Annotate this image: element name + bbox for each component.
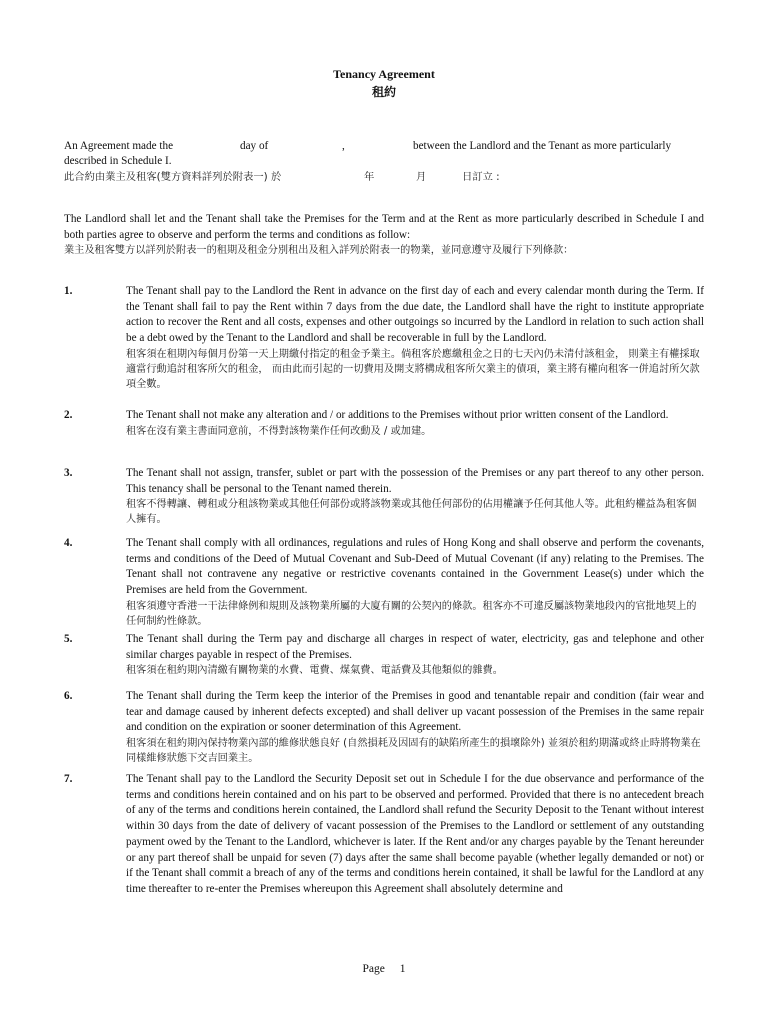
page-number: 1 [399,963,406,975]
intro-paragraph [64,212,704,258]
document-title-english: Tenancy Agreement [333,67,435,81]
clause-number: 3. [64,467,73,479]
clause-number: 6. [64,690,73,702]
agreement-day-of: day of [240,140,269,152]
clause-english: The Tenant shall pay to the Landlord the Rent in advance on the first day of each and every calendar month during the Term. If the Tenant shall fail to pay the Rent within 7 days from the due date, the Landlord shall have the right to institute appropriate action to recover the Rent and all costs, expenses and other outgoings so incurred by the Landlord in relation to such action shall be a debt owed by the Tenant to the Landlord and shall be recoverable in full by the Landlord. [126,285,704,345]
clause-english: The Tenant shall during the Term keep the interior of the Premises in good and tenantable repair and condition (fair wear and tear and damage caused by inherent defects excepted) and shall deliver up vacant possession of the Premises in the same repair and condition on the expiration or sooner determination of this Agreement. [126,690,704,734]
clause-chinese: 租客不得轉讓、轉租或分租該物業或其他任何部份或將該物業或其他任何部份的佔用權讓予任何其他人等。此租約權益為租客個人擁有。 [126,499,697,526]
clause-number: 5. [64,633,73,645]
agreement-chinese-day: 日訂立 : [462,171,500,183]
clause-number: 4. [64,537,73,549]
agreement-between-text: between the Landlord and the Tenant as more particularly [413,140,672,152]
clause-chinese: 租客須在租約期內保持物業內部的維修狀態良好 (自然損耗及因固有的缺陷所產生的損壞除外) 並須於租約期滿或終止時將物業在同樣維修狀態下交吉回業主。 [126,738,701,765]
clause-english: The Tenant shall comply with all ordinances, regulations and rules of Hong Kong and shall observe and perform the covenants, terms and conditions of the Deed of Mutual Covenant and Sub-Deed of Mutual Covenant (if any) relating to the Premises. The Tenant shall not contravene any negative or restrictive covenants contained in the Government Lease(s) under which the Premises are held from the Government. [126,537,704,597]
clause-number: 7. [64,773,73,785]
clause-english: The Tenant shall pay to the Landlord the Security Deposit set out in Schedule I for the due observance and performance of the terms and conditions herein contained and on his part to be observed and performed. Provided that there is no antecedent breach of any of the terms and conditions herein contained, the Landlord shall refund the Security Deposit to the Tenant without interest within 30 days from the date of delivery of vacant possession of the Premises to the Landlord or settlement of any outstanding payment owed by the Tenant to the Landlord, whichever is later. If the Rent and/or any charges payable by the Tenant hereunder or any part thereof shall be unpaid for seven (7) days after the same shall become payable (whether legally demanded or not) or if the Tenant shall commit a breach of any of the terms and conditions herein contained, it shall be lawful for the Landlord at any time thereafter to re-enter the Premises whereupon this Agreement shall absolutely determine and [126,773,704,895]
clause-english: The Tenant shall not assign, transfer, sublet or part with the possession of the Premises or any part thereof to any other person. This tenancy shall be personal to the Tenant named therein. [126,467,704,495]
clause-english: The Tenant shall not make any alteration and / or additions to the Premises without prior written consent of the Landlord. [126,409,669,421]
page-footer [0,963,768,975]
clause-number: 1. [64,285,73,297]
clause-number: 2. [64,409,73,421]
clause-chinese: 租客在沒有業主書面同意前，不得對該物業作任何改動及 / 或加建。 [126,425,432,437]
agreement-schedule-reference: described in Schedule I. [64,155,172,167]
agreement-comma: , [342,140,345,152]
clause-chinese: 租客須遵守香港一干法律條例和規則及該物業所屬的大廈有關的公契內的條款。租客亦不可違反屬該物業地段內的官批地契上的任何制約性條款。 [126,600,697,627]
clause-chinese: 租客須在租約期內清繳有關物業的水費、電費、煤氣費、電話費及其他類似的雜費。 [126,665,503,677]
agreement-chinese-made: 此合約由業主及租客(雙方資料詳列於附表一) 於 [64,171,282,183]
page-label: Page [362,963,385,975]
intro-english: The Landlord shall let and the Tenant shall take the Premises for the Term and at the Rent as more particularly described in Schedule I and both parties agree to observe and perform the terms and conditions as follow: [64,213,704,241]
agreement-chinese-month: 月 [416,171,427,183]
agreement-chinese-year: 年 [364,171,375,183]
agreement-made-label: An Agreement made the [64,140,174,152]
clause-chinese: 租客須在租期內每個月份第一天上期繳付指定的租金予業主。倘租客於應繳租金之日的七天內仍未清付該租金， 則業主有權採取適當行動追討租客所欠的租金， 而由此而引起的一切費用及開支將構成租客所欠業主的債項，業主將有權向租客一併追討所欠款項全數。 [126,348,700,390]
intro-chinese: 業主及租客雙方以詳列於附表一的租期及租金分別租出及租入詳列於附表一的物業，並同意遵守及履行下列條款： [64,245,574,257]
clause-english: The Tenant shall during the Term pay and discharge all charges in respect of water, electricity, gas and telephone and other similar charges payable in respect of the Premises. [126,633,704,661]
document-title-chinese: 租約 [371,85,396,99]
